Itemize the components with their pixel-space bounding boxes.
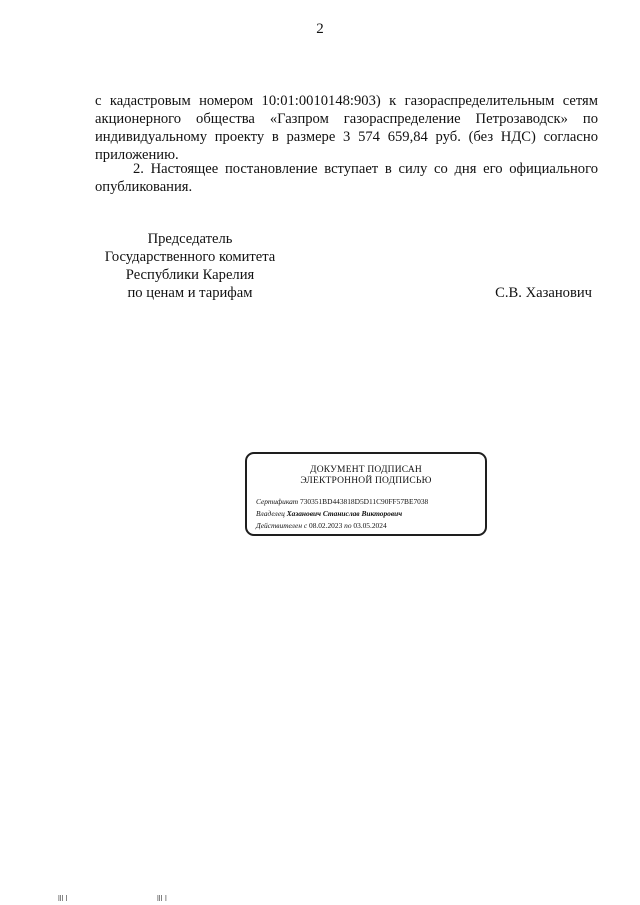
signatory-position-line: Председатель: [147, 231, 233, 247]
esign-valid-label: Действителен: [256, 521, 302, 530]
esign-valid-to: 03.05.2024: [353, 521, 387, 530]
signatory-name: С.В. Хазанович: [495, 285, 592, 301]
esign-certificate-row: [256, 497, 428, 506]
esign-title-line: ЭЛЕКТРОННОЙ ПОДПИСЬЮ: [300, 476, 432, 486]
esign-valid-to-label: по: [344, 521, 352, 530]
esign-certificate-value: 730351BD443818D5D11C90FF57BE7038: [300, 497, 429, 506]
esign-title-line: ДОКУМЕНТ ПОДПИСАН: [310, 465, 422, 475]
signatory-position: [95, 230, 285, 302]
scan-mark-2: llI l: [157, 894, 167, 903]
esign-valid-from-label: с: [303, 521, 308, 530]
body-paragraph-1: с кадастровым номером 10:01:0010148:903) к газораспределительным сетям акционерного общества «Газпром газораспределение Петрозаводск» по индивидуальному проекту в размере 3 574 659,84 руб. (без НДС) согласно приложению.: [95, 93, 598, 163]
esign-owner-row: [256, 509, 402, 518]
signatory-position-line: по ценам и тарифам: [127, 285, 253, 301]
esign-stamp-title: [247, 465, 485, 487]
electronic-signature-stamp: [245, 452, 487, 536]
esign-owner-value: Хазанович Станислав Викторович: [286, 509, 403, 518]
esign-valid-from: 08.02.2023: [309, 521, 343, 530]
body-paragraph-2: 2. Настоящее постановление вступает в силу со дня его официального опубликования.: [95, 161, 598, 195]
esign-validity-row: [256, 521, 387, 530]
scan-mark-1: lll l: [58, 894, 68, 903]
signatory-position-line: Государственного комитета: [104, 249, 276, 265]
esign-owner-label: Владелец: [256, 509, 285, 518]
signatory-position-line: Республики Карелия: [125, 267, 255, 283]
page-number: 2: [316, 21, 324, 37]
esign-certificate-label: Сертификат: [256, 497, 299, 506]
